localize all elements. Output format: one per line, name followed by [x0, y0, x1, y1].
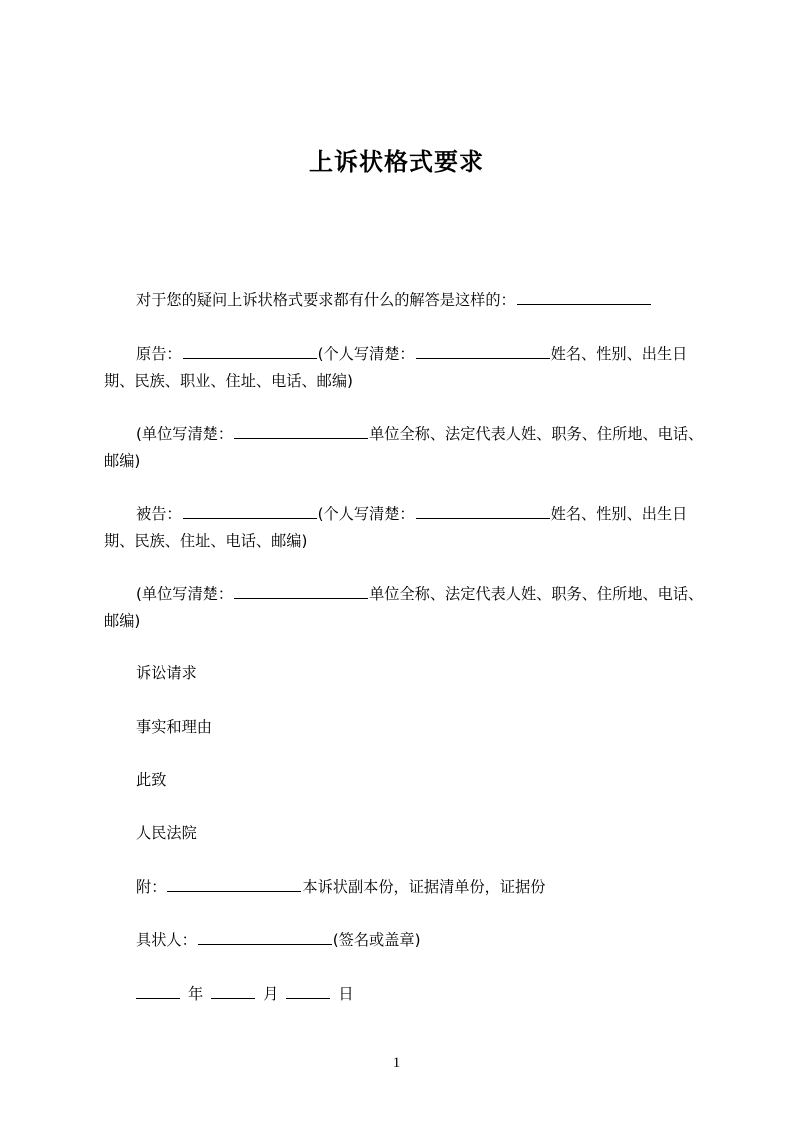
defendant-personal-prefix: (个人写清楚： [317, 505, 415, 523]
defendant-personal-fields: 姓名、性别、出生日期、民族、住址、电话、邮编) [104, 505, 688, 550]
plaintiff-label: 原告： [136, 345, 182, 363]
plaintiff-personal-fields: 姓名、性别、出生日期、民族、职业、住址、电话、邮编) [104, 345, 688, 390]
signer-label: 具状人： [136, 931, 197, 949]
day-blank[interactable] [286, 985, 330, 999]
page-title: 上诉状格式要求 [309, 148, 484, 176]
claims-heading [104, 660, 704, 687]
plaintiff-personal-blank[interactable] [416, 345, 550, 359]
date-line [104, 981, 704, 1008]
year-label: 年 [188, 985, 204, 1003]
defendant-paragraph [104, 501, 704, 555]
defendant-name-blank[interactable] [183, 505, 317, 519]
claims-text: 诉讼请求 [136, 664, 197, 682]
defendant-label: 被告： [136, 505, 182, 523]
defendant-unit-prefix: (单位写清楚： [136, 585, 234, 603]
signer-blank[interactable] [198, 931, 332, 945]
plaintiff-unit-prefix: (单位写清楚： [136, 425, 234, 443]
attachment-line [104, 874, 704, 901]
attachment-blank[interactable] [167, 878, 301, 892]
intro-paragraph [104, 287, 704, 314]
plaintiff-unit-paragraph [104, 421, 704, 475]
facts-heading [104, 714, 704, 741]
plaintiff-paragraph [104, 341, 704, 395]
signer-line [104, 927, 704, 954]
defendant-unit-paragraph [104, 581, 704, 635]
defendant-unit-fields: 单位全称、法定代表人姓、职务、住所地、电话、邮编) [104, 585, 704, 630]
attachment-text: 本诉状副本份，证据清单份，证据份 [302, 878, 546, 896]
plaintiff-name-blank[interactable] [183, 345, 317, 359]
year-blank[interactable] [136, 985, 180, 999]
plaintiff-unit-blank[interactable] [234, 425, 368, 439]
intro-text: 对于您的疑问上诉状格式要求都有什么的解答是这样的： [136, 291, 516, 309]
signer-suffix: (签名或盖章) [332, 931, 421, 949]
answer-blank[interactable] [517, 291, 651, 305]
month-blank[interactable] [211, 985, 255, 999]
defendant-personal-blank[interactable] [416, 505, 550, 519]
defendant-unit-blank[interactable] [234, 585, 368, 599]
court-line [104, 820, 704, 847]
court-text: 人民法院 [136, 824, 197, 842]
plaintiff-unit-fields: 单位全称、法定代表人姓、职务、住所地、电话、邮编) [104, 425, 704, 470]
day-label: 日 [338, 985, 354, 1003]
plaintiff-personal-prefix: (个人写清楚： [317, 345, 415, 363]
attachment-label: 附： [136, 878, 167, 896]
page-number: 1 [392, 1055, 401, 1071]
facts-text: 事实和理由 [136, 718, 212, 736]
month-label: 月 [263, 985, 279, 1003]
closing-line [104, 767, 704, 794]
closing-text: 此致 [136, 771, 167, 789]
